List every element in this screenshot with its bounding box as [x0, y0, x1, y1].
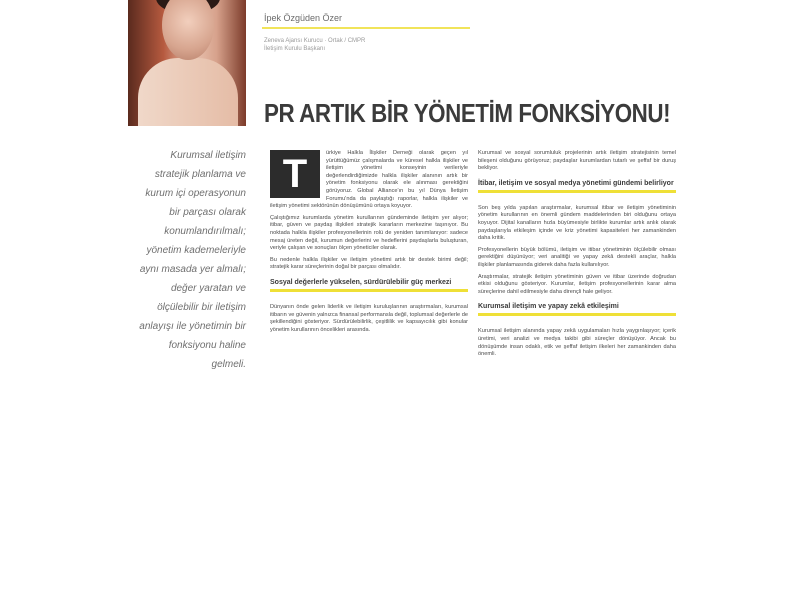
- article-title: PR ARTIK BİR YÖNETİM FONKSİYONU!: [264, 98, 671, 128]
- col2-subheading-2: Kurumsal iletişim ve yapay zekâ etkileşimi: [478, 303, 619, 311]
- col2-paragraph-5: Kurumsal iletişim alanında yapay zekâ uygulamaları hızla yaygınlaşıyor; içerik üretimi, veri analizi ve medya takibi gibi süreçler dönüşüyor. Ancak bu dönüşümde insan odaklı, etik ve şeffaf iletişim ilkeleri her zamankinden daha önemli.: [478, 328, 676, 358]
- drop-cap: T: [270, 150, 320, 198]
- col1-subheading-rule: [270, 289, 468, 292]
- author-role: [264, 37, 365, 53]
- author-role-line1: Zeneva Ajansı Kurucu · Ortak / CMPR: [264, 38, 366, 44]
- col1-paragraph-4: Dünyanın önde gelen liderlik ve iletişim kuruluşlarının araştırmaları, kurumsal itibarın ve güvenin yalnızca finansal performansla değil, toplumsal değerlerle de şekillendiğini gösteriyor. Sürdürülebilirlik, çeşitlilik ve kapsayıcılık gibi konular yönetim kurullarının öncelikleri arasında.: [270, 303, 468, 333]
- author-rule: [262, 27, 470, 29]
- col2-subheading-1-rule: [478, 190, 676, 193]
- pull-quote: Kurumsal iletişim stratejik planlama ve kurum içi operasyonun bir parçası olarak konumlandırılmalı; yönetim kademeleriyle aynı masada yer almalı; değer yaratan ve ölçülebilir bir iletişim anlayışı ile yönetimin bir fonksiyonu haline gelmeli.: [139, 150, 246, 370]
- col2-paragraph-2: Son beş yılda yapılan araştırmalar, kurumsal itibar ve iletişim yönetiminin yönetim kurullarının en önemli gündem maddelerinden biri olduğunu ortaya koyuyor. Dijital kanalların hızla büyümesiyle birlikte kurumlar artık anlık olarak paydaşlarıyla etkileşim içinde ve kriz yönetimi kapasiteleri her zamankinden daha kritik.: [478, 204, 676, 242]
- col1-paragraph-2: Çalıştığımız kurumlarda yönetim kurullarının gündeminde iletişim yer alıyor; itibar, güven ve paydaş ilişkileri stratejik kararların merkezine taşınıyor. Bu noktada halkla ilişkiler profesyonellerinin rolü de yeniden tanımlanıyor: sadece mesaj üreten değil, kurumun değerlerini ve hedeflerini paydaşlarla buluşturan, veriyle çalışan ve sonuçları ölçen yöneticiler olarak.: [270, 214, 468, 252]
- photo-figure-body: [138, 58, 238, 126]
- author-role-line2: İletişim Kurulu Başkanı: [264, 46, 326, 52]
- col2-subheading-1: İtibar, iletişim ve sosyal medya yönetimi gündemi belirliyor: [478, 179, 674, 187]
- photo-figure-face: [162, 0, 214, 60]
- author-name: İpek Özgüden Özer: [264, 13, 343, 23]
- article-column-2: [478, 150, 676, 363]
- col2-subheading-2-rule: [478, 313, 676, 316]
- author-photo: [128, 0, 246, 126]
- col1-paragraph-1: ürkiye Halkla İlişkiler Derneği olarak geçen yıl yürüttüğümüz çalışmalarda ve küresel halkla ilişkiler ve iletişim yönetimi konseyinin verileriyle değerlendirdiğimizde halkla ilişkiler alanının artık bir yönetim fonksiyonu olarak ele alınması gerektiğini görüyoruz. Global Alliance'ın bu yıl Dünya İletişim Forumu'nda da paylaştığı raporlar, halkla ilişkiler ve iletişim yönetimi sektörünün dönüşümünü ortaya koyuyor.: [270, 150, 468, 210]
- col1-paragraph-3: Bu nedenle halkla ilişkiler ve iletişim yönetimi artık bir destek birimi değil; stratejik karar süreçlerinin doğal bir parçası olmalıdır.: [270, 256, 468, 271]
- col2-paragraph-3: Profesyonellerin büyük bölümü, iletişim ve itibar yönetiminin ölçülebilir olması gerektiğini düşünüyor; veri analitiği ve yapay zekâ destekli araçlar, halkla ilişkiler planlamasında giderek daha fazla kullanılıyor.: [478, 246, 676, 268]
- col1-subheading: Sosyal değerlerle yükselen, sürdürülebilir güç merkezi: [270, 278, 452, 286]
- article-column-1: [270, 150, 468, 338]
- col2-paragraph-1: Kurumsal ve sosyal sorumluluk projelerinin artık iletişim stratejisinin temel bileşeni olduğunu görüyoruz; paydaşlar kurumlardan tutarlı ve şeffaf bir duruş bekliyor.: [478, 150, 676, 172]
- col2-paragraph-4: Araştırmalar, stratejik iletişim yönetiminin güven ve itibar üzerinde doğrudan etkisi olduğunu gösteriyor. Kurumlar, iletişim profesyonellerinin karar alma süreçlerine dahil edilmesiyle daha dirençli hale geliyor.: [478, 273, 676, 295]
